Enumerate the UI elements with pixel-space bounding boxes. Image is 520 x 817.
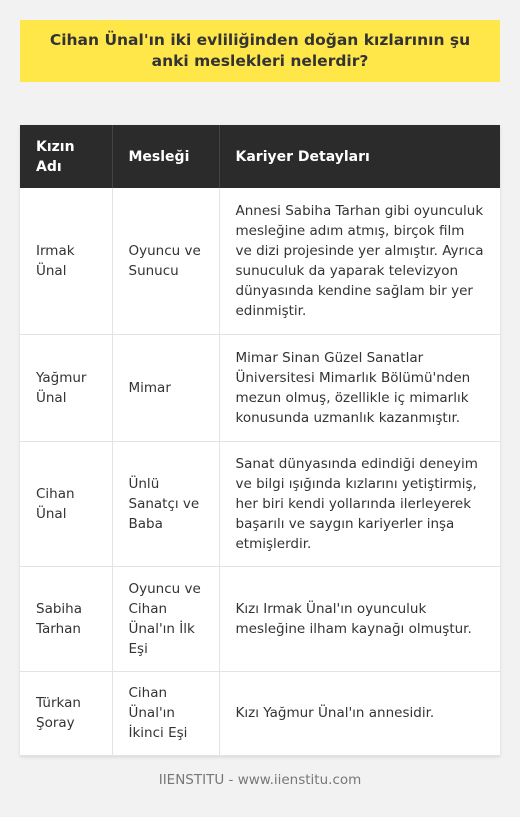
cell-profession: Oyuncu ve Sunucu <box>112 188 219 334</box>
cell-name: Cihan Ünal <box>20 441 112 566</box>
footer-credit: IIENSTITU - www.iienstitu.com <box>158 772 362 788</box>
cell-name: Yağmur Ünal <box>20 334 112 441</box>
table-row <box>20 566 500 671</box>
header-profession: Mesleği <box>112 125 219 188</box>
cell-name: Irmak Ünal <box>20 188 112 334</box>
cell-profession: Ünlü Sanatçı ve Baba <box>112 441 219 566</box>
table-row <box>20 334 500 441</box>
cell-profession: Mimar <box>112 334 219 441</box>
cell-details: Mimar Sinan Güzel Sanatlar Üniversitesi Mimarlık Bölümü'nden mezun olmuş, özellikle iç mimarlık konusunda uzmanlık kazanmıştır. <box>219 334 500 441</box>
table-row <box>20 671 500 755</box>
page-title <box>20 20 500 82</box>
cell-details: Annesi Sabiha Tarhan gibi oyunculuk mesleğine adım atmış, birçok film ve dizi projesinde yer almıştır. Ayrıca sunuculuk da yaparak televizyon dünyasında kendine sağlam bir yer edinmiştir. <box>219 188 500 334</box>
table-row <box>20 441 500 566</box>
cell-details: Kızı Yağmur Ünal'ın annesidir. <box>219 671 500 755</box>
cell-details: Sanat dünyasında edindiği deneyim ve bilgi ışığında kızlarını yetiştirmiş, her biri kendi yollarında ilerleyerek başarılı ve saygın kariyerler inşa etmişlerdir. <box>219 441 500 566</box>
cell-details: Kızı Irmak Ünal'ın oyunculuk mesleğine ilham kaynağı olmuştur. <box>219 566 500 671</box>
table-row <box>20 188 500 334</box>
table-header-row <box>20 125 500 188</box>
cell-profession: Cihan Ünal'ın İkinci Eşi <box>112 671 219 755</box>
header-career-details: Kariyer Detayları <box>219 125 500 188</box>
cell-name: Sabiha Tarhan <box>20 566 112 671</box>
header-name: Kızın Adı <box>20 125 112 188</box>
professions-table <box>20 125 500 756</box>
cell-name: Türkan Şoray <box>20 671 112 755</box>
page-title-text: Cihan Ünal'ın iki evliliğinden doğan kızlarının şu anki meslekleri nelerdir? <box>49 31 471 70</box>
cell-profession: Oyuncu ve Cihan Ünal'ın İlk Eşi <box>112 566 219 671</box>
